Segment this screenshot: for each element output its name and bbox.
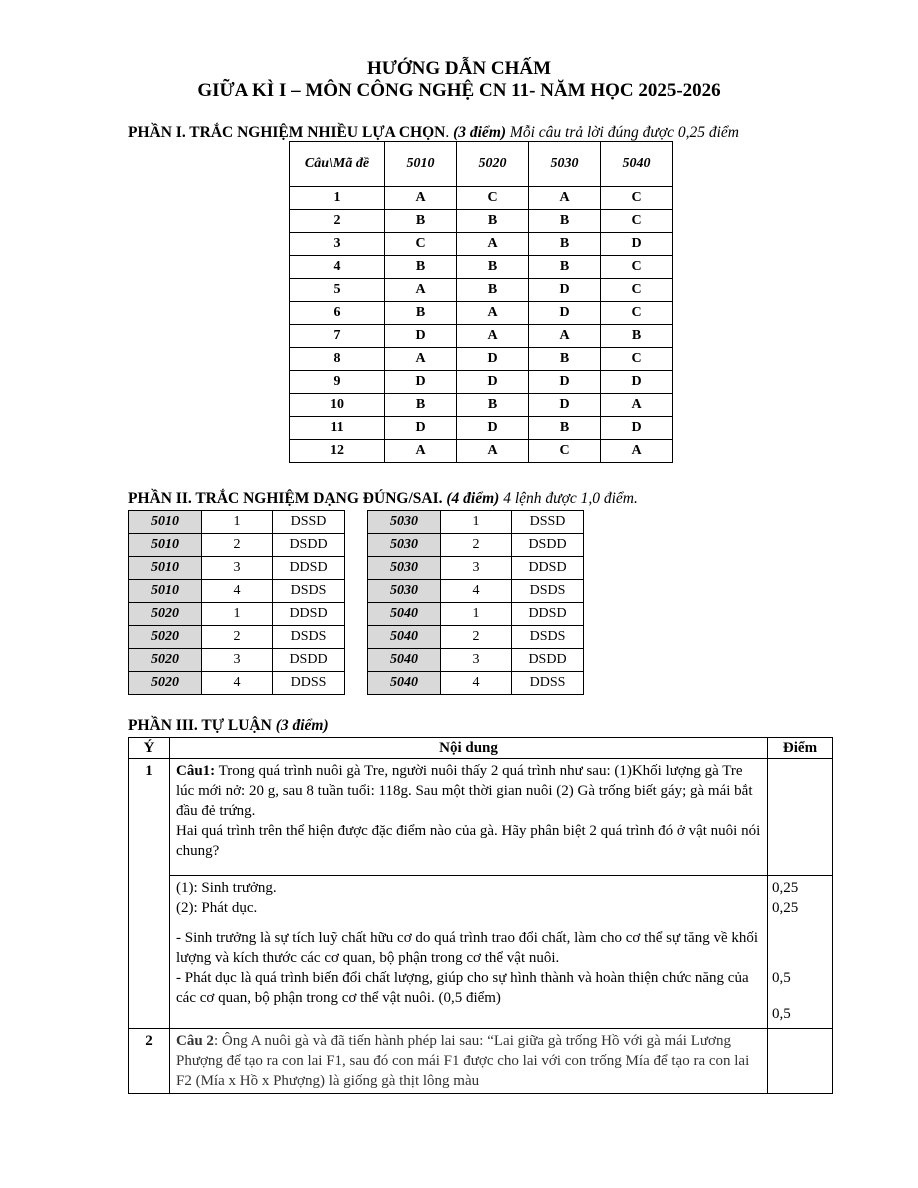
answer-cell: D: [457, 371, 529, 394]
part3-essay-table: [128, 737, 833, 1094]
answer-key-cell: DSDS: [512, 626, 584, 649]
answer-key-cell: DDSS: [273, 672, 345, 695]
question-2-text: : Ông A nuôi gà và đã tiến hành phép lai sau: “Lai giữa gà trống Hồ với gà mái Lương Phượng để tạo ra con lai F1, sau đó con mái F1 được cho lai với con trống Mía để tạo ra con lai F2 (Mía x Hồ x Phượng) là giống gà thịt lông màu: [176, 1033, 750, 1089]
part3-heading: [128, 717, 329, 735]
answer-key-cell: DSDS: [512, 580, 584, 603]
answer-cell: C: [601, 210, 673, 233]
answer-cell: C: [529, 440, 601, 463]
table-row: [129, 759, 833, 876]
answer-key-cell: DDSD: [273, 557, 345, 580]
part1-points: (3 điểm): [453, 124, 507, 141]
table-row: [368, 603, 584, 626]
answer-cell: B: [529, 348, 601, 371]
column-header-content: Nội dung: [170, 738, 768, 759]
answer-cell: B: [457, 210, 529, 233]
answer-cell: A: [385, 348, 457, 371]
part3-points: (3 điểm): [271, 717, 329, 734]
exam-code-cell: 5020: [129, 603, 202, 626]
answer-cell: D: [529, 394, 601, 417]
answer-cell: D: [601, 417, 673, 440]
answer-cell: B: [385, 302, 457, 325]
answer-cell: D: [529, 302, 601, 325]
table-row: [368, 511, 584, 534]
question-number-cell: 8: [290, 348, 385, 371]
answer-key-cell: DDSD: [512, 557, 584, 580]
answer-cell: D: [385, 371, 457, 394]
answer-cell: C: [601, 302, 673, 325]
table-row: [368, 649, 584, 672]
answer-key-cell: DSDD: [512, 534, 584, 557]
column-header: 5040: [601, 142, 673, 187]
doc-title-line2: GIỮA KÌ I – MÔN CÔNG NGHỆ CN 11- NĂM HỌC 2025-2026: [197, 80, 721, 101]
answer-cell: A: [457, 233, 529, 256]
part2-heading: [128, 490, 638, 508]
answer-key-cell: DSDS: [273, 580, 345, 603]
question-number-cell: 2: [290, 210, 385, 233]
part1-table-body: [290, 187, 673, 463]
question-number-cell: 1: [441, 511, 512, 534]
question-number-cell: 4: [202, 672, 273, 695]
table-row: [129, 511, 345, 534]
exam-code-cell: 5040: [368, 603, 441, 626]
answer-key-cell: DDSD: [512, 603, 584, 626]
table-row: [290, 233, 673, 256]
answer-key-cell: DSSD: [512, 511, 584, 534]
answer-cell: C: [601, 187, 673, 210]
points-value: 0,25: [772, 880, 799, 896]
table-row: [129, 876, 833, 1029]
answer-key-cell: DSDD: [512, 649, 584, 672]
question-number-cell: 2: [441, 534, 512, 557]
answer-cell: A: [601, 440, 673, 463]
answer-key-cell: DSDD: [273, 649, 345, 672]
question-number-cell: 10: [290, 394, 385, 417]
question-1-text: Trong quá trình nuôi gà Tre, người nuôi thấy 2 quá trình như sau: (1)Khối lượng gà Tre lúc mới nở: 20 g, sau 8 tuần tuổi: 118g. Sau một thời gian nuôi (2) Gà trống biết gáy; gà mái bắt đầu đẻ trứng.: [176, 763, 753, 819]
points-value: 0,5: [772, 970, 791, 986]
table-row: [290, 256, 673, 279]
part2-table-right: [367, 510, 584, 695]
question-number-cell: 2: [202, 534, 273, 557]
column-header: 5020: [457, 142, 529, 187]
answer-cell: A: [457, 440, 529, 463]
answer-cell: A: [529, 325, 601, 348]
answer-1-cell: [170, 876, 768, 1029]
answer-cell: A: [385, 440, 457, 463]
table-row: [129, 557, 345, 580]
question-1-label: Câu1:: [176, 763, 216, 779]
table-row: [368, 534, 584, 557]
answer-cell: A: [457, 325, 529, 348]
doc-title-line1: HƯỚNG DẪN CHẤM: [367, 58, 551, 79]
question-number-cell: 4: [202, 580, 273, 603]
question-number-cell: 1: [202, 511, 273, 534]
exam-code-cell: 5010: [129, 580, 202, 603]
table-row: [129, 1029, 833, 1094]
table-row: [368, 557, 584, 580]
part1-title: PHẦN I. TRẮC NGHIỆM NHIỀU LỰA CHỌN: [128, 124, 446, 141]
answer-cell: C: [601, 348, 673, 371]
answer-1-line4: - Phát dục là quá trình biến đổi chất lượng, giúp cho sự hình thành và hoàn thiện chức năng của các cơ quan, bộ phận trong cơ thể vật nuôi. (0,5 điểm): [176, 970, 749, 1006]
answer-cell: B: [529, 233, 601, 256]
table-row: [290, 417, 673, 440]
question-1-cell: [170, 759, 768, 876]
part1-note: Mỗi câu trả lời đúng được 0,25 điểm: [506, 124, 739, 141]
column-header: 5030: [529, 142, 601, 187]
exam-code-cell: 5030: [368, 511, 441, 534]
answer-cell: B: [385, 394, 457, 417]
table-row: [129, 672, 345, 695]
table-row: [129, 649, 345, 672]
exam-code-cell: 5030: [368, 557, 441, 580]
answer-cell: C: [601, 256, 673, 279]
answer-cell: C: [385, 233, 457, 256]
exam-code-cell: 5040: [368, 626, 441, 649]
part2-note: 4 lệnh được 1,0 điểm.: [499, 490, 638, 507]
exam-code-cell: 5040: [368, 649, 441, 672]
answer-cell: D: [601, 233, 673, 256]
question-number-cell: 2: [441, 626, 512, 649]
answer-key-cell: DDSD: [273, 603, 345, 626]
exam-code-cell: 5040: [368, 672, 441, 695]
answer-key-cell: DSSD: [273, 511, 345, 534]
table-row: [290, 302, 673, 325]
table-row: [290, 348, 673, 371]
table-row: [290, 371, 673, 394]
exam-code-cell: 5010: [129, 557, 202, 580]
table-row: [129, 603, 345, 626]
question-1-text2: Hai quá trình trên thể hiện được đặc điểm nào của gà. Hãy phân biệt 2 quá trình đó ở vật nuôi nói chung?: [176, 823, 761, 859]
answer-cell: B: [457, 256, 529, 279]
answer-cell: D: [601, 371, 673, 394]
row-number: 1: [129, 759, 170, 1029]
answer-1-line2: (2): Phát dục.: [176, 900, 258, 916]
answer-cell: A: [529, 187, 601, 210]
exam-code-cell: 5030: [368, 580, 441, 603]
answer-1-line3: - Sinh trưởng là sự tích luỹ chất hữu cơ do quá trình trao đổi chất, làm cho cơ thể sự tăng về khối lượng và kích thước các cơ quan, bộ phận trong cơ thể vật nuôi.: [176, 930, 759, 966]
answer-cell: C: [457, 187, 529, 210]
part2-points: (4 điểm): [442, 490, 500, 507]
part1-heading: PHẦN I. TRẮC NGHIỆM NHIỀU LỰA CHỌN. (3 điểm) Mỗi câu trả lời đúng được 0,25 điểm: [128, 124, 739, 141]
exam-code-cell: 5020: [129, 626, 202, 649]
table-row: [290, 440, 673, 463]
table-header-row: [129, 738, 833, 759]
table-row: [368, 580, 584, 603]
question-number-cell: 4: [441, 672, 512, 695]
part2-title: PHẦN II. TRẮC NGHIỆM DẠNG ĐÚNG/SAI.: [128, 490, 443, 507]
table-row: [290, 210, 673, 233]
exam-code-cell: 5020: [129, 649, 202, 672]
part3-title: PHẦN III. TỰ LUẬN: [128, 717, 272, 734]
question-number-cell: 12: [290, 440, 385, 463]
answer-1-line1: (1): Sinh trưởng.: [176, 880, 277, 896]
table-row: [290, 187, 673, 210]
answer-cell: A: [385, 187, 457, 210]
answer-cell: B: [385, 210, 457, 233]
answer-key-cell: DDSS: [512, 672, 584, 695]
question-number-cell: 9: [290, 371, 385, 394]
answer-cell: B: [457, 279, 529, 302]
table-row: [368, 672, 584, 695]
column-header: Câu\Mã đề: [290, 142, 385, 187]
answer-cell: B: [529, 417, 601, 440]
points-cell: [768, 876, 833, 1029]
exam-code-cell: 5030: [368, 534, 441, 557]
question-number-cell: 1: [290, 187, 385, 210]
table-row: [368, 626, 584, 649]
table-header-row: [290, 142, 673, 187]
answer-cell: D: [457, 417, 529, 440]
answer-cell: D: [457, 348, 529, 371]
answer-key-cell: DSDD: [273, 534, 345, 557]
answer-cell: D: [385, 325, 457, 348]
answer-cell: B: [457, 394, 529, 417]
question-number-cell: 3: [441, 649, 512, 672]
column-header-y: Ý: [129, 738, 170, 759]
question-2-cell: [170, 1029, 768, 1094]
question-number-cell: 3: [202, 557, 273, 580]
question-number-cell: 4: [441, 580, 512, 603]
question-2-label: Câu 2: [176, 1033, 214, 1049]
column-header: 5010: [385, 142, 457, 187]
question-number-cell: 11: [290, 417, 385, 440]
answer-cell: A: [601, 394, 673, 417]
table-row: [129, 626, 345, 649]
points-value: 0,25: [772, 900, 799, 916]
exam-code-cell: 5010: [129, 511, 202, 534]
points-value: 0,5: [772, 1006, 791, 1022]
exam-code-cell: 5010: [129, 534, 202, 557]
question-number-cell: 1: [202, 603, 273, 626]
table-row: [290, 394, 673, 417]
answer-cell: D: [529, 371, 601, 394]
answer-cell: B: [385, 256, 457, 279]
answer-cell: A: [385, 279, 457, 302]
question-number-cell: 2: [202, 626, 273, 649]
table-row: [290, 325, 673, 348]
question-number-cell: 5: [290, 279, 385, 302]
table-row: [290, 279, 673, 302]
table-row: [129, 534, 345, 557]
answer-cell: A: [457, 302, 529, 325]
exam-code-cell: 5020: [129, 672, 202, 695]
table-row: [129, 580, 345, 603]
answer-cell: C: [601, 279, 673, 302]
question-number-cell: 6: [290, 302, 385, 325]
question-number-cell: 7: [290, 325, 385, 348]
row-number: 2: [129, 1029, 170, 1094]
answer-cell: B: [529, 210, 601, 233]
column-header-points: Điểm: [768, 738, 833, 759]
question-number-cell: 1: [441, 603, 512, 626]
question-number-cell: 3: [290, 233, 385, 256]
part1-answer-table: [289, 141, 673, 463]
question-number-cell: 4: [290, 256, 385, 279]
part2-table-left: [128, 510, 345, 695]
answer-cell: B: [529, 256, 601, 279]
answer-cell: D: [529, 279, 601, 302]
question-number-cell: 3: [441, 557, 512, 580]
answer-cell: B: [601, 325, 673, 348]
question-number-cell: 3: [202, 649, 273, 672]
answer-key-cell: DSDS: [273, 626, 345, 649]
answer-cell: D: [385, 417, 457, 440]
